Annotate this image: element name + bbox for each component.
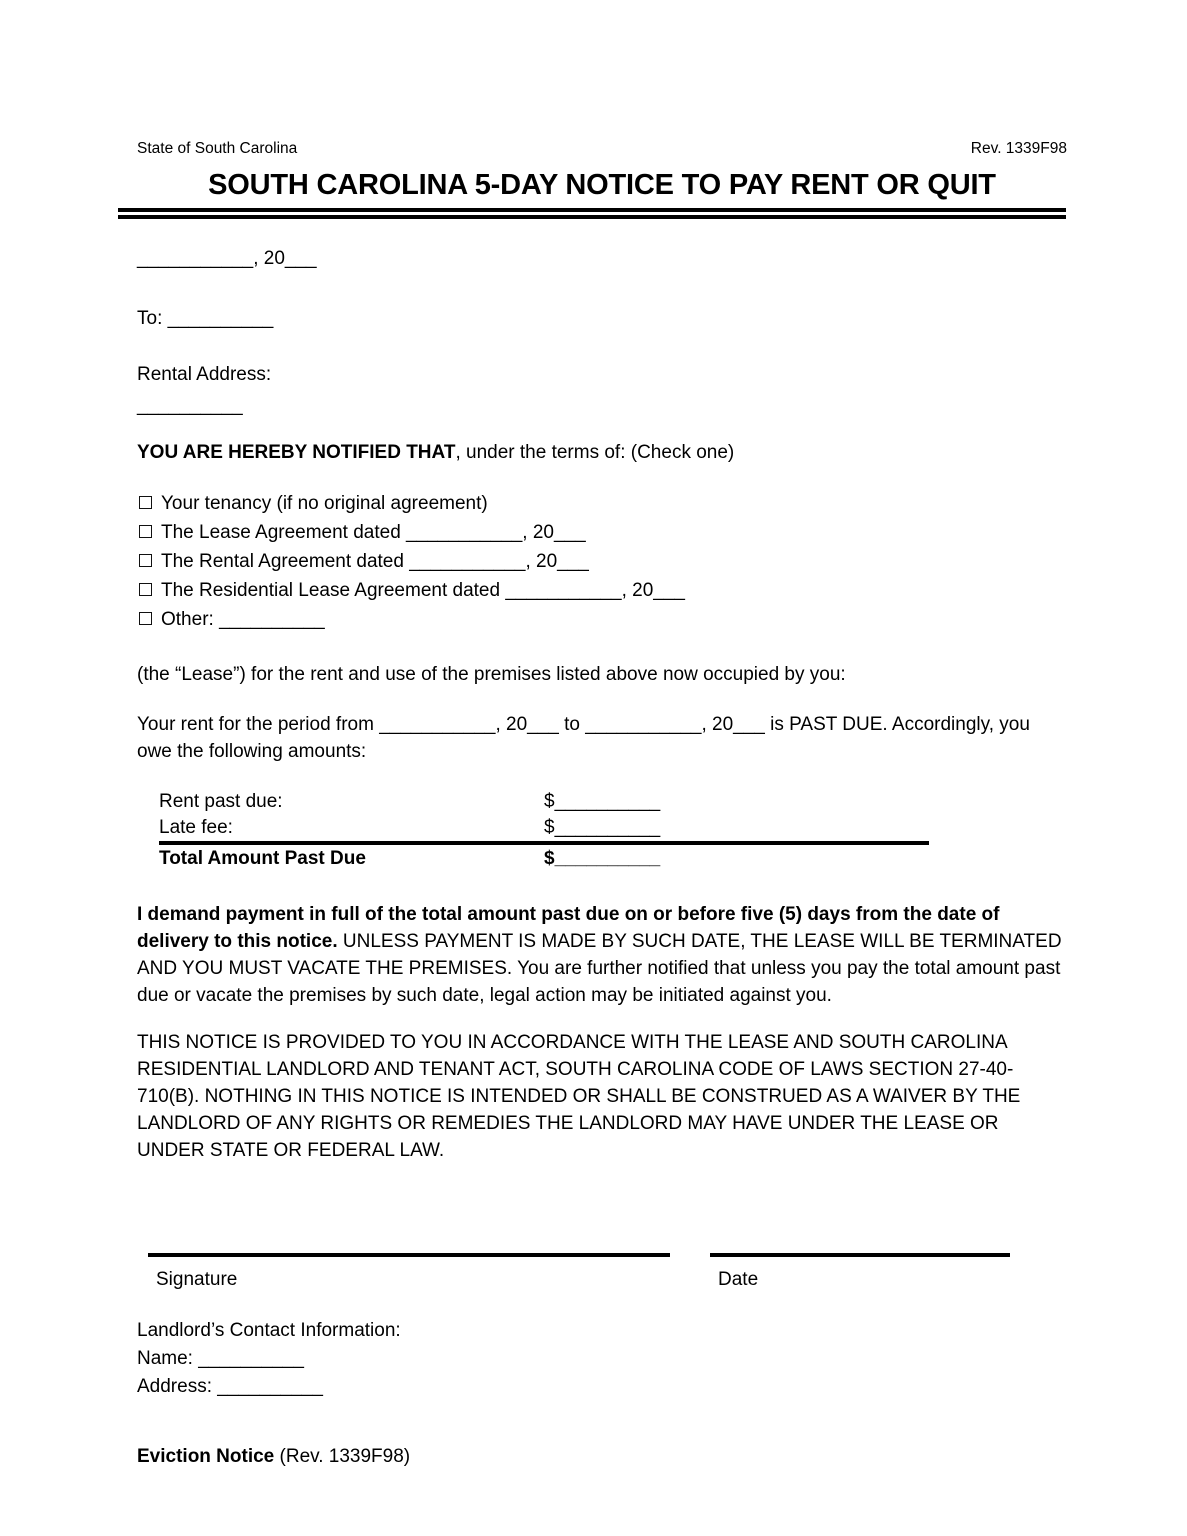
revision-label: Rev. 1339F98	[970, 140, 1067, 157]
checklist-item-label: Other: __________	[161, 609, 325, 630]
checklist-item-lease-agreement[interactable]	[139, 518, 1069, 547]
title-rule-top	[118, 208, 1066, 212]
title-rule-bottom	[118, 215, 1066, 219]
notified-bold: YOU ARE HEREBY NOTIFIED THAT	[137, 442, 456, 463]
statute-paragraph: THIS NOTICE IS PROVIDED TO YOU IN ACCORDANCE WITH THE LEASE AND SOUTH CAROLINA RESIDENTIAL LANDLORD AND TENANT ACT, SOUTH CAROLINA CODE OF LAWS SECTION 27-40-710(B). NOTHING IN THIS NOTICE IS INTENDED OR SHALL BE CONSTRUED AS A WAIVER BY THE LANDLORD OF ANY RIGHTS OR REMEDIES THE LANDLORD MAY HAVE UNDER THE LEASE OR UNDER STATE OR FEDERAL LAW.	[137, 1032, 1021, 1161]
amount-label: Late fee:	[159, 817, 233, 838]
demand-bold: I demand payment in full of the total amount past due on or before five (5) days from the date of delivery to this notice.	[137, 904, 1000, 952]
checklist-item-rental-agreement[interactable]	[139, 547, 1069, 576]
checklist-item-residential-lease-agreement[interactable]	[139, 576, 1069, 605]
total-label: Total Amount Past Due	[159, 848, 366, 869]
document-header	[137, 140, 1067, 159]
title-double-rule	[118, 208, 1066, 219]
table-row	[159, 789, 1067, 815]
agreement-checklist	[139, 489, 1069, 634]
notified-rest: , under the terms of: (Check one)	[455, 442, 735, 463]
checkbox-icon[interactable]	[139, 583, 152, 596]
checkbox-icon[interactable]	[139, 612, 152, 625]
checklist-item-label: The Rental Agreement dated ___________, 20___	[161, 551, 589, 572]
total-value[interactable]: $__________	[544, 848, 661, 869]
table-row	[159, 815, 1067, 841]
notice-date-line: ___________, 20___	[137, 248, 317, 269]
rental-address-label: Rental Address:	[137, 364, 272, 385]
recipient-line: To: __________	[137, 308, 274, 329]
amount-label: Rent past due:	[159, 791, 283, 812]
lease-definition-paragraph: (the “Lease”) for the rent and use of the premises listed above now occupied by you:	[137, 664, 846, 685]
demand-rest: UNLESS PAYMENT IS MADE BY SUCH DATE, THE LEASE WILL BE TERMINATED AND YOU MUST VACATE THE PREMISES. You are further notified that unless you pay the total amount past due or vacate the premises by such date, legal action may be initiated against you.	[137, 931, 1062, 1006]
signature-line[interactable]	[148, 1253, 670, 1257]
page-title: SOUTH CAROLINA 5-DAY NOTICE TO PAY RENT OR QUIT	[208, 169, 996, 201]
footer-bold: Eviction Notice	[137, 1446, 275, 1467]
checkbox-icon[interactable]	[139, 525, 152, 538]
checklist-item-label: Your tenancy (if no original agreement)	[161, 493, 488, 514]
date-caption: Date	[718, 1269, 759, 1290]
rent-period-paragraph: Your rent for the period from ___________, 20___ to ___________, 20___ is PAST DUE. Accordingly, you owe the following amounts:	[137, 714, 1030, 762]
table-row-total	[159, 846, 1067, 872]
rental-address-value: __________	[137, 395, 243, 416]
amounts-total-rule	[159, 841, 929, 845]
amount-value[interactable]: $__________	[544, 791, 661, 812]
amounts-table	[159, 789, 1067, 869]
landlord-address-field[interactable]: Address: __________	[137, 1376, 323, 1397]
footer-revision: (Rev. 1339F98)	[274, 1446, 411, 1467]
landlord-name-field[interactable]: Name: __________	[137, 1348, 304, 1369]
checkbox-icon[interactable]	[139, 496, 152, 509]
date-line[interactable]	[710, 1253, 1010, 1257]
checklist-item-other[interactable]	[139, 605, 1069, 634]
checklist-item-tenancy[interactable]	[139, 489, 1069, 518]
checklist-item-label: The Lease Agreement dated ___________, 20___	[161, 522, 586, 543]
landlord-contact-label: Landlord’s Contact Information:	[137, 1320, 401, 1341]
checkbox-icon[interactable]	[139, 554, 152, 567]
state-label: State of South Carolina	[137, 140, 298, 157]
document-footer	[137, 1444, 1067, 1470]
notified-paragraph	[137, 439, 1067, 466]
signature-caption: Signature	[156, 1269, 238, 1290]
demand-paragraph	[137, 901, 1067, 1009]
amount-value[interactable]: $__________	[544, 817, 661, 838]
checklist-item-label: The Residential Lease Agreement dated ___________, 20___	[161, 580, 685, 601]
